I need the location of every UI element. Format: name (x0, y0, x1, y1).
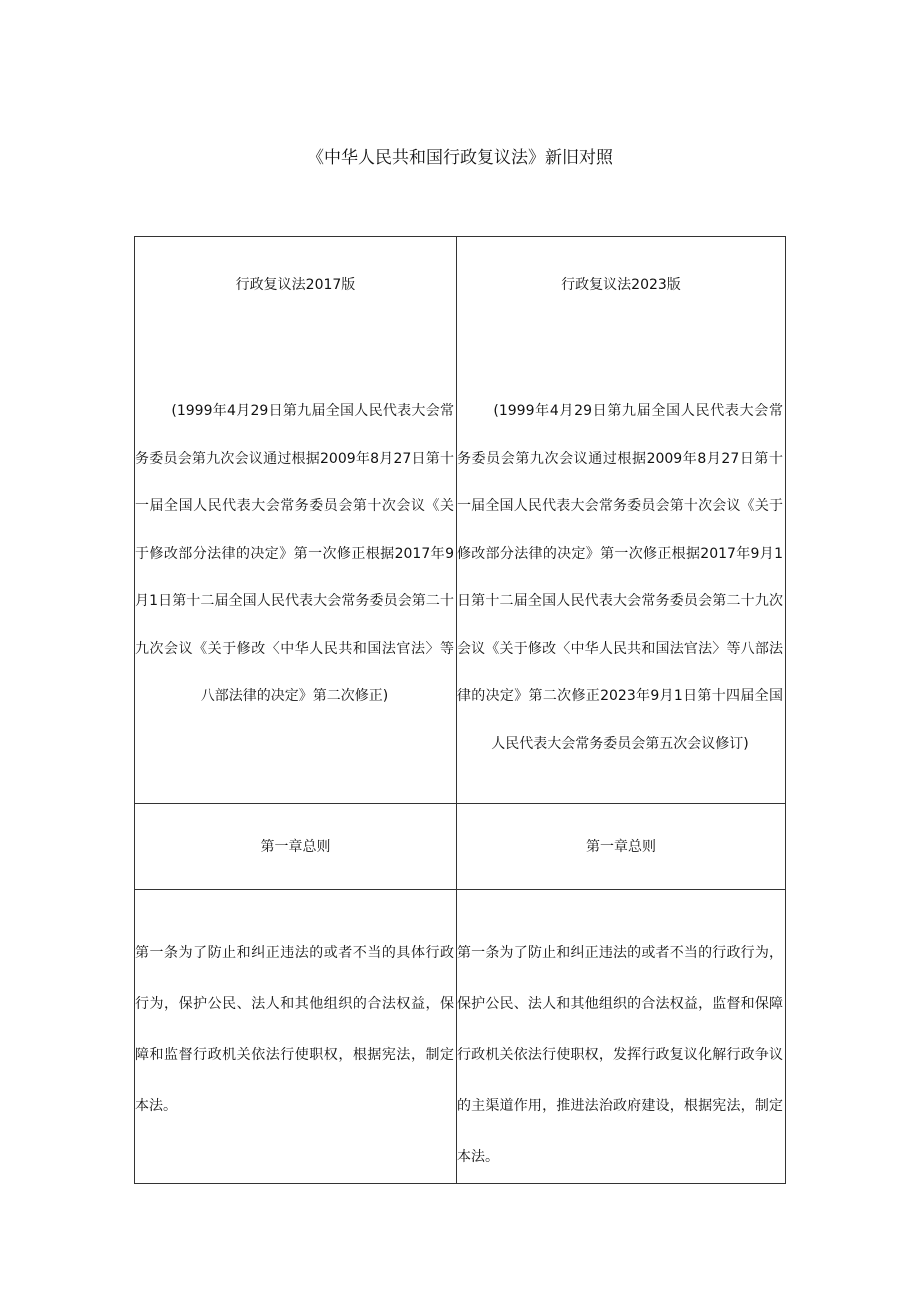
table-row-version (135, 237, 786, 804)
old-chapter-heading: 第一章总则 (260, 839, 331, 855)
cell-new-chapter (457, 804, 786, 890)
old-version-preamble: (1999年4月29日第九届全国人民代表大会常务委员会第九次会议通过根据2009年8月27日第十一届全国人民代表大会常务委员会第十次会议《关于修改部分法律的决定》第一次修正根据2017年9月1日第十二届全国人民代表大会常务委员会第二十九次会议《关于修改〈中华人民共和国法官法〉等八部法律的决定》第二次修正) (135, 403, 454, 704)
table-row-chapter (135, 804, 786, 890)
cell-old-chapter (135, 804, 457, 890)
cell-old-article (135, 890, 457, 1184)
cell-new-version (457, 237, 786, 804)
cell-new-article (457, 890, 786, 1184)
old-version-label: 行政复议法2017版 (235, 277, 356, 293)
new-chapter-heading: 第一章总则 (586, 839, 656, 855)
old-article-1: 第一条为了防止和纠正违法的或者不当的具体行政行为，保护公民、法人和其他组织的合法权益，保障和监督行政机关依法行使职权，根据宪法，制定本法。 (135, 945, 454, 1114)
new-version-label: 行政复议法2023版 (561, 277, 681, 293)
comparison-table (134, 236, 786, 1184)
table-row-article (135, 890, 786, 1184)
cell-old-version (135, 237, 457, 804)
new-version-preamble: (1999年4月29日第九届全国人民代表大会常务委员会第九次会议通过根据2009年8月27日第十一届全国人民代表大会常务委员会第十次会议《关于修改部分法律的决定》第一次修正根据2017年9月1日第十二届全国人民代表大会常务委员会第二十九次会议《关于修改〈中华人民共和国法官法〉等八部法律的决定》第二次修正2023年9月1日第十四届全国人民代表大会常务委员会第五次会议修订) (457, 403, 783, 752)
document-title: 《中华人民共和国行政复议法》新旧对照 (307, 148, 613, 168)
new-article-1: 第一条为了防止和纠正违法的或者不当的行政行为，保护公民、法人和其他组织的合法权益，监督和保障行政机关依法行使职权，发挥行政复议化解行政争议的主渠道作用，推进法治政府建设，根据宪法，制定本法。 (457, 945, 783, 1165)
